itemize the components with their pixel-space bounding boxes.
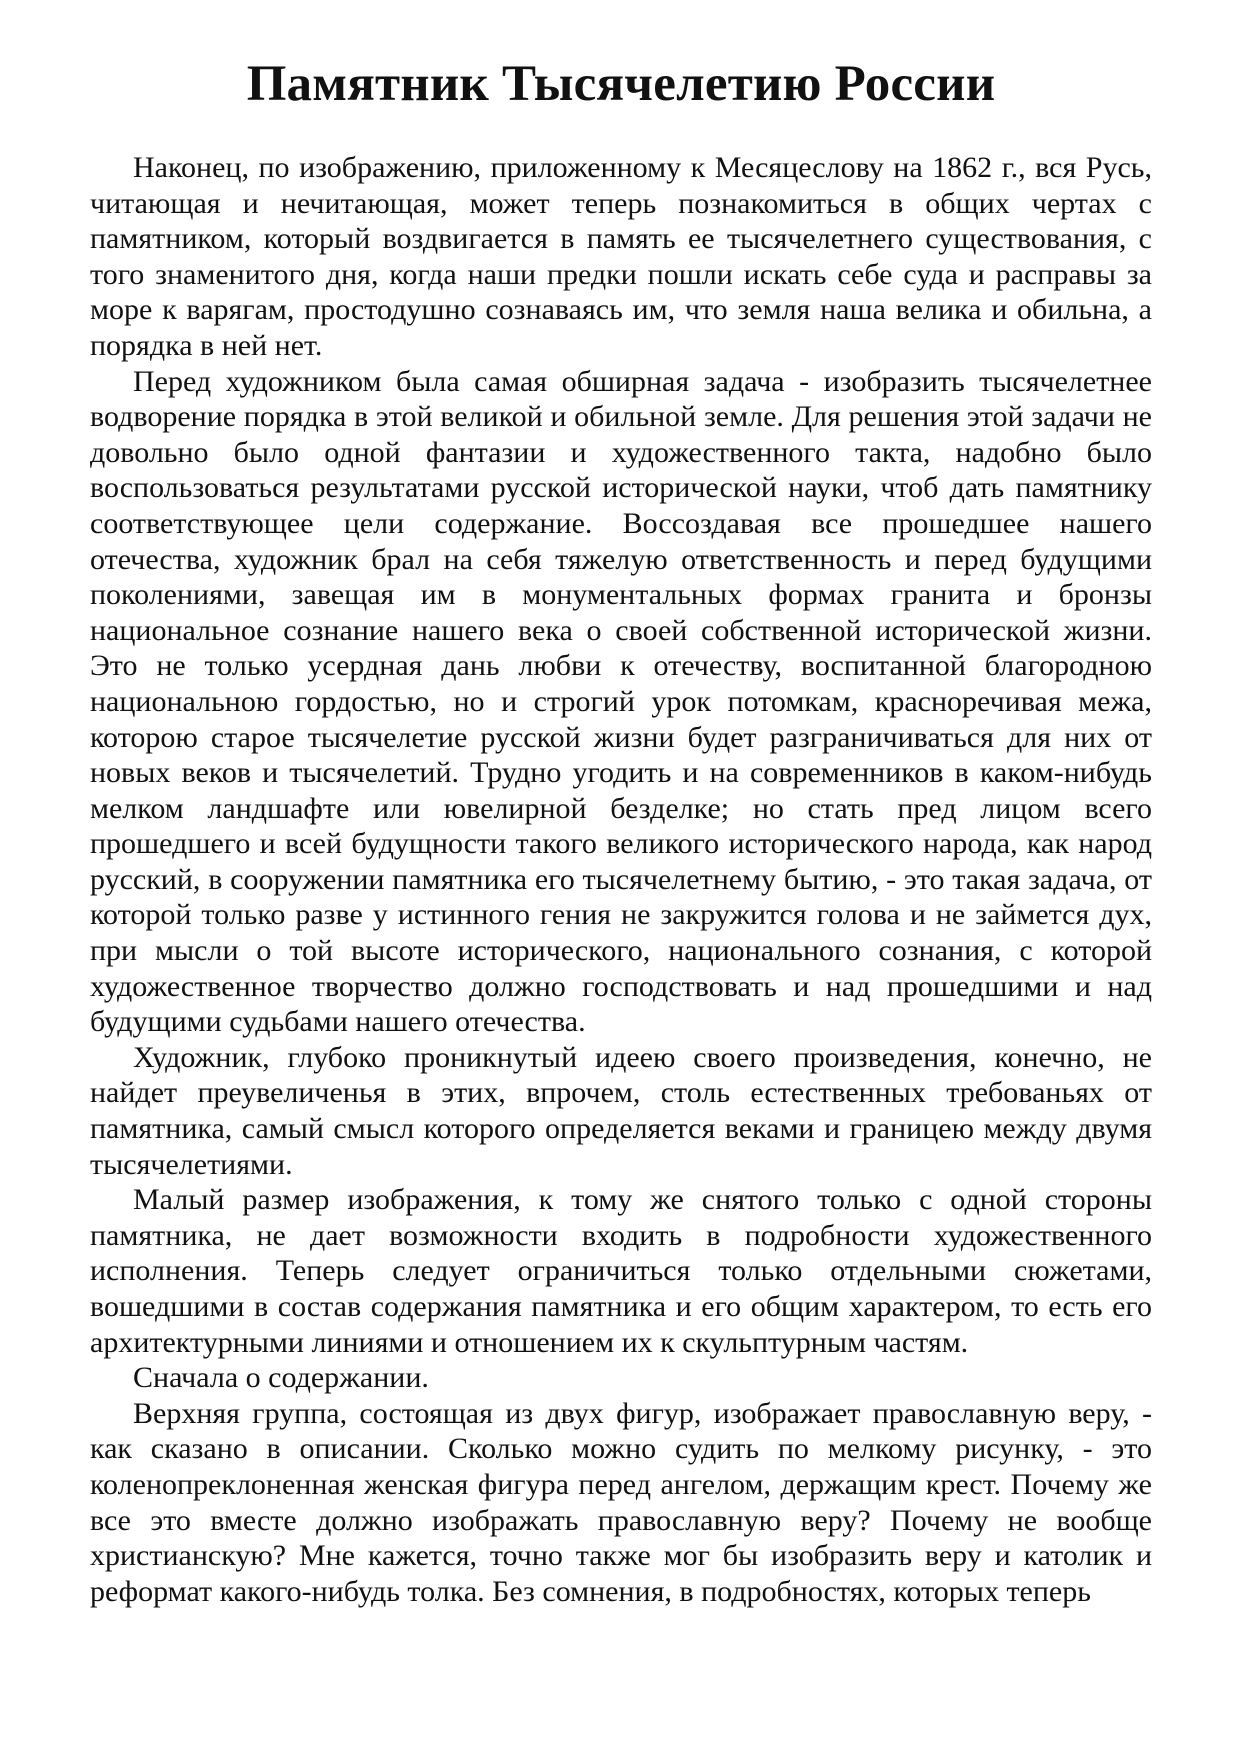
paragraph: Перед художником была самая обширная задача - изобразить тысячелетнее водворение порядка в этой великой и обильной земле. Для решения этой задачи не довольно было одной фантазии и художественного такта, надобно было воспользоваться результатами русской исторической науки, чтоб дать памятнику соответствующее цели содержание. Воссоздавая все прошедшее нашего отечества, художник брал на себя тяжелую ответственность и перед будущими поколениями, завещая им в монументальных формах гранита и бронзы национальное сознание нашего века о своей собственной исторической жизни. Это не только усердная дань любви к отечеству, воспитанной благородною национальною гордостью, но и строгий урок потомкам, красноречивая межа, которою старое тысячелетие русской жизни будет разграничиваться для них от новых веков и тысячелетий. Трудно угодить и на современников в каком-нибудь мелком ландшафте или ювелирной безделке; но стать пред лицом всего прошедшего и всей будущности такого великого исторического народа, как народ русский, в сооружении памятника его тысячелетнему бытию, - это такая задача, от которой только разве у истинного гения не закружится голова и не займется дух, при мысли о той высоте исторического, национального сознания, с которой художественное творчество должно господствовать и над прошедшими и над будущими судьбами нашего отечества. [90,364,1152,1039]
document-title: Памятник Тысячелетию России [246,56,996,112]
paragraph: Сначала о содержании. [133,1361,429,1395]
paragraph: Художник, глубоко проникнутый идеею своего произведения, конечно, не найдет преувеличенья в этих, впрочем, столь естественных требованьях от памятника, самый смысл которого определяется веками и границею между двумя тысячелетиями. [90,1040,1152,1181]
paragraph: Малый размер изображения, к тому же снятого только с одной стороны памятника, не дает возможности входить в подробности художественного исполнения. Теперь следует ограничиться только отдельными сюжетами, вошедшими в состав содержания памятника и его общим характером, то есть его архитектурными линиями и отношением их к скульптурным частям. [90,1183,1152,1359]
paragraph: Верхняя группа, состоящая из двух фигур, изображает православную веру, - как сказано в описании. Сколько можно судить по мелкому рисунку, - это коленопреклоненная женская фигура перед ангелом, держащим крест. Почему же все это вместе должно изображать православную веру? Почему не вообще христианскую? Мне кажется, точно также мог бы изобразить веру и католик и реформат какого-нибудь толка. Без сомнения, в подробностях, которых теперь [90,1396,1152,1608]
paragraph: Наконец, по изображению, приложенному к Месяцеслову на 1862 г., вся Русь, читающая и нечитающая, может теперь познакомиться в общих чертах с памятником, который воздвигается в память ее тысячелетнего существования, с того знаменитого дня, когда наши предки пошли искать себе суда и расправы за море к варягам, простодушно сознаваясь им, что земля наша велика и обильна, а порядка в ней нет. [90,151,1152,362]
document-page [90,52,1152,1609]
document-body [90,150,1152,1609]
